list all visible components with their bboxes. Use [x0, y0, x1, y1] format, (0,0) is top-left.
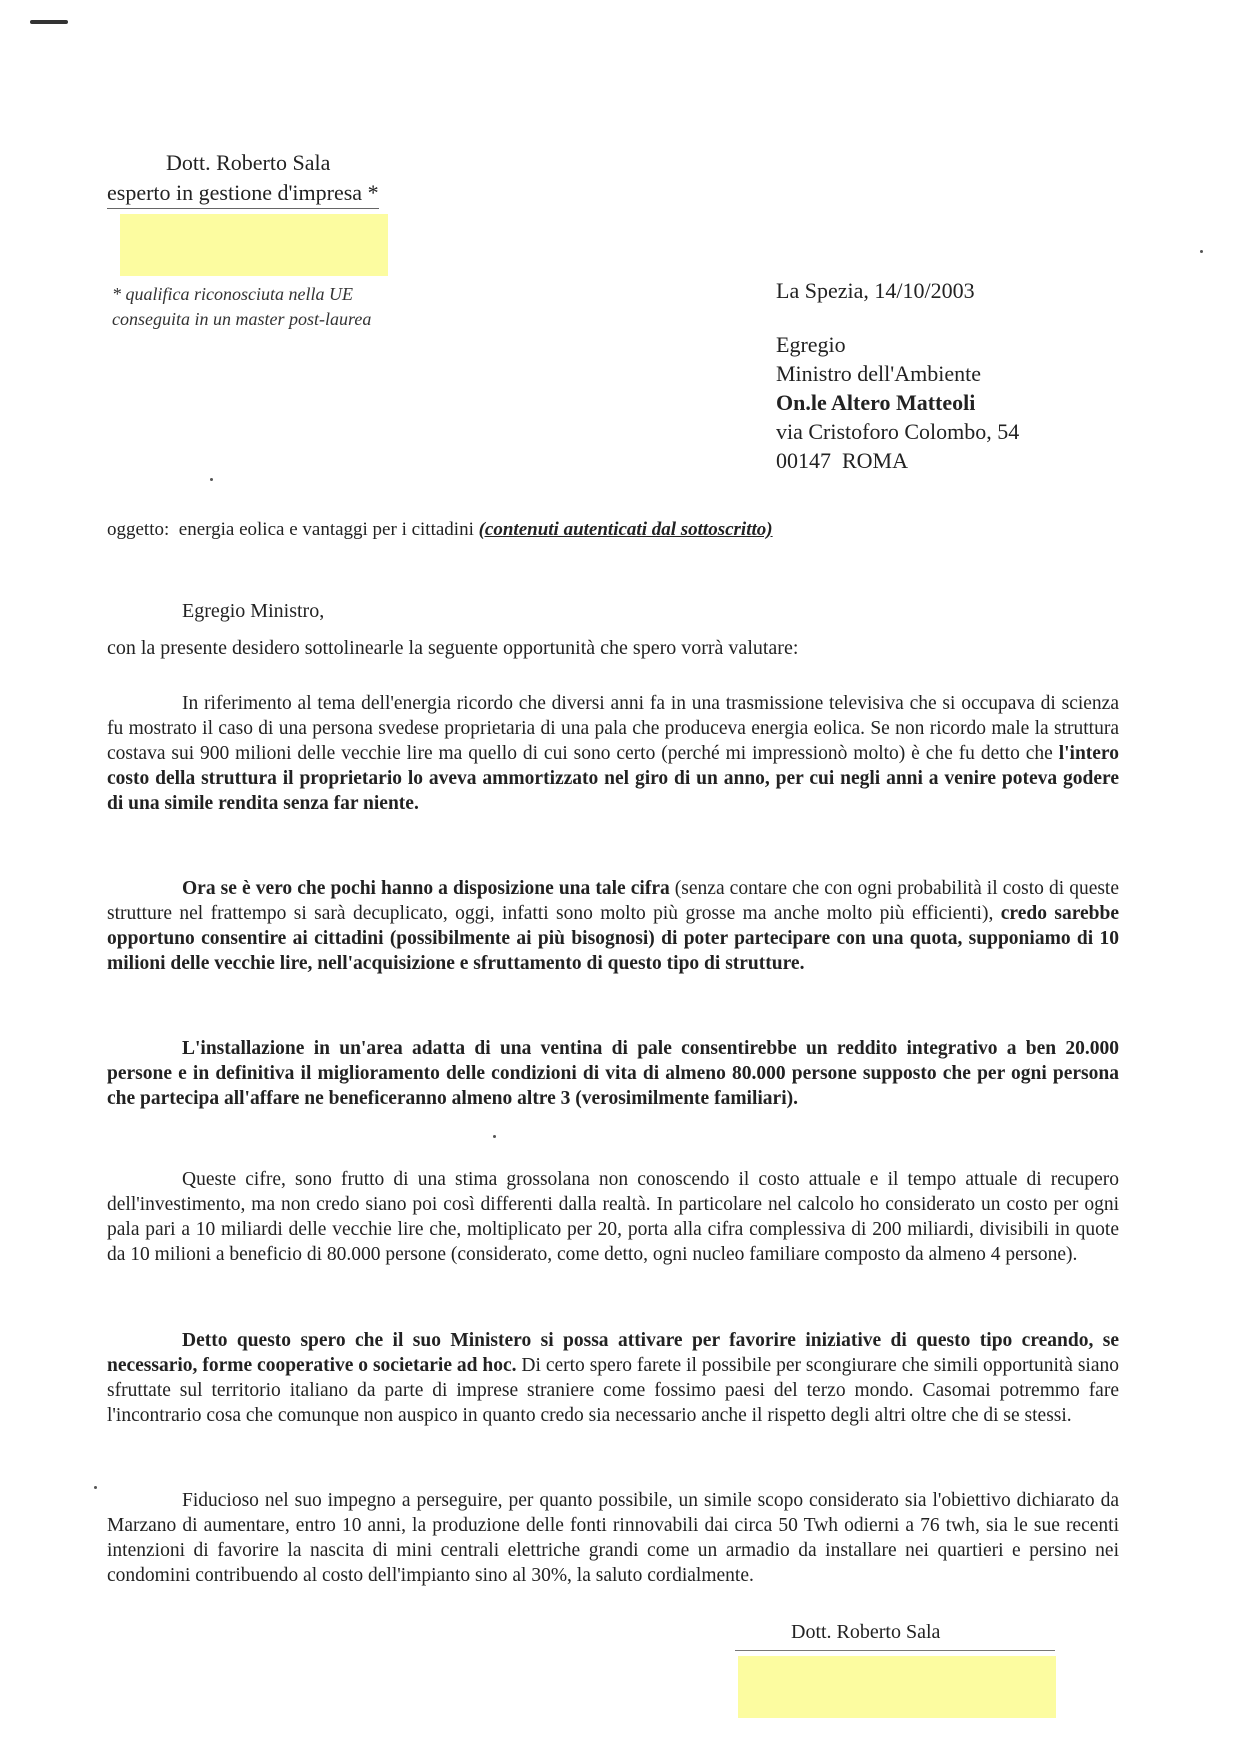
recipient-greeting: Egregio	[776, 332, 846, 357]
letter-date: La Spezia, 14/10/2003	[776, 278, 975, 303]
recipient-address	[776, 330, 1019, 475]
paragraph-text: (senza contare che con ogni probabilità il costo di queste strutture nel frattempo si sarà decuplicato, oggi, infatti sono molto più grosse ma anche molto più efficienti),	[107, 878, 1120, 924]
qualification-line: * qualifica riconosciuta nella UE	[112, 284, 353, 304]
paragraph-text: In riferimento al tema dell'energia ricordo che diversi anni fa in una trasmissione televisiva che si occupava di scienza fu mostrato il caso di una persona svedese proprietaria di una pala che produceva energia eolica. Se non ricordo male la struttura costava sui 900 milioni delle vecchie lire ma quello di cui sono certo (perché mi impressionò molto) è che fu detto che	[107, 693, 1119, 764]
scan-speck	[1200, 250, 1203, 253]
scan-speck	[210, 478, 213, 481]
recipient-city: 00147 ROMA	[776, 448, 909, 473]
body-paragraph-1	[107, 691, 1119, 816]
sender-title: esperto in gestione d'impresa *	[107, 180, 379, 209]
subject-line	[107, 519, 773, 541]
recipient-street: via Cristoforo Colombo, 54	[776, 419, 1020, 444]
redaction-highlight	[120, 214, 388, 276]
paragraph-bold-text: credo sarebbe opportuno consentire ai cittadini (possibilmente ai più bisognosi) di poter partecipare con una quota, supponiamo di 10 milioni delle vecchie lire, nell'acquisizione e sfruttamento di questo tipo di strutture.	[107, 903, 1119, 974]
scan-artifact-mark	[30, 20, 68, 24]
subject-label: oggetto:	[107, 519, 170, 540]
qualification-note	[112, 282, 371, 332]
recipient-name: On.le Altero Matteoli	[776, 390, 976, 415]
paragraph-bold-text: Ora se è vero che pochi hanno a disposizione una tale cifra	[182, 878, 670, 899]
signature-line	[735, 1650, 1055, 1651]
subject-note: (contenuti autenticati dal sottoscritto)	[478, 519, 773, 540]
scan-speck	[94, 1486, 97, 1489]
paragraph-text: Di certo spero farete il possibile per scongiurare che simili opportunità siano sfruttate sul territorio italiano da parte di imprese straniere come fossimo paesi del terzo mondo. Casomai potremmo fare l'incontrario cosa che comunque non auspico in quanto credo sia necessario anche il rispetto degli altri oltre che di se stessi.	[107, 1355, 1119, 1426]
intro-line: con la presente desidero sottolinearle la seguente opportunità che spero vorrà valutare:	[107, 637, 799, 659]
paragraph-bold-text: Detto questo spero che il suo Ministero si possa attivare per favorire iniziative di questo tipo creando, se necessario, forme cooperative o societarie ad hoc.	[107, 1330, 1119, 1376]
scan-speck	[493, 1135, 496, 1138]
subject-text: energia eolica e vantaggi per i cittadini	[178, 519, 474, 540]
signature-name: Dott. Roberto Sala	[791, 1621, 941, 1643]
salutation: Egregio Ministro,	[182, 600, 325, 622]
sender-name: Dott. Roberto Sala	[166, 150, 331, 175]
body-paragraph-6: Fiducioso nel suo impegno a perseguire, per quanto possibile, un simile scopo considerato sia l'obiettivo dichiarato da Marzano di aumentare, entro 10 anni, la produzione delle fonti rinnovabili dai circa 50 Twh odierni a 76 twh, sia le sue recenti intenzioni di favorire la nascita di mini centrali elettriche grandi come un armadio da installare nei quartieri e persino nei condomini contribuendo al costo dell'impianto sino al 30%, la saluto cordialmente.	[107, 1490, 1119, 1586]
body-paragraph-3	[107, 1036, 1119, 1111]
signature-redaction-highlight	[738, 1656, 1056, 1718]
paragraph-bold-text: L'installazione in un'area adatta di una ventina di pale consentirebbe un reddito integrativo a ben 20.000 persone e in definitiva il miglioramento delle condizioni di vita di almeno 80.000 persone supposto che per ogni persona che partecipa all'affare ne beneficeranno almeno altre 3 (verosimilmente familiari).	[107, 1038, 1119, 1109]
body-paragraph-5	[107, 1328, 1119, 1428]
qualification-line: conseguita in un master post-laurea	[112, 309, 372, 329]
paragraph-bold-text: l'intero costo della struttura il proprietario lo aveva ammortizzato nel giro di un anno, per cui negli anni a venire poteva godere di una simile rendita senza far niente.	[107, 743, 1119, 814]
body-paragraph-2	[107, 876, 1119, 976]
body-paragraph-4: Queste cifre, sono frutto di una stima grossolana non conoscendo il costo attuale e il tempo attuale di recupero dell'investimento, ma non credo siano poi così differenti dalla realtà. In particolare nel calcolo ho considerato un costo per ogni pala pari a 10 miliardi delle vecchie lire che, moltiplicato per 20, porta alla cifra complessiva di 200 miliardi, divisibili in quote da 10 milioni a beneficio di 80.000 persone (considerato, come detto, ogni nucleo familiare composto da almeno 4 persone).	[107, 1169, 1119, 1265]
recipient-office: Ministro dell'Ambiente	[776, 361, 981, 386]
